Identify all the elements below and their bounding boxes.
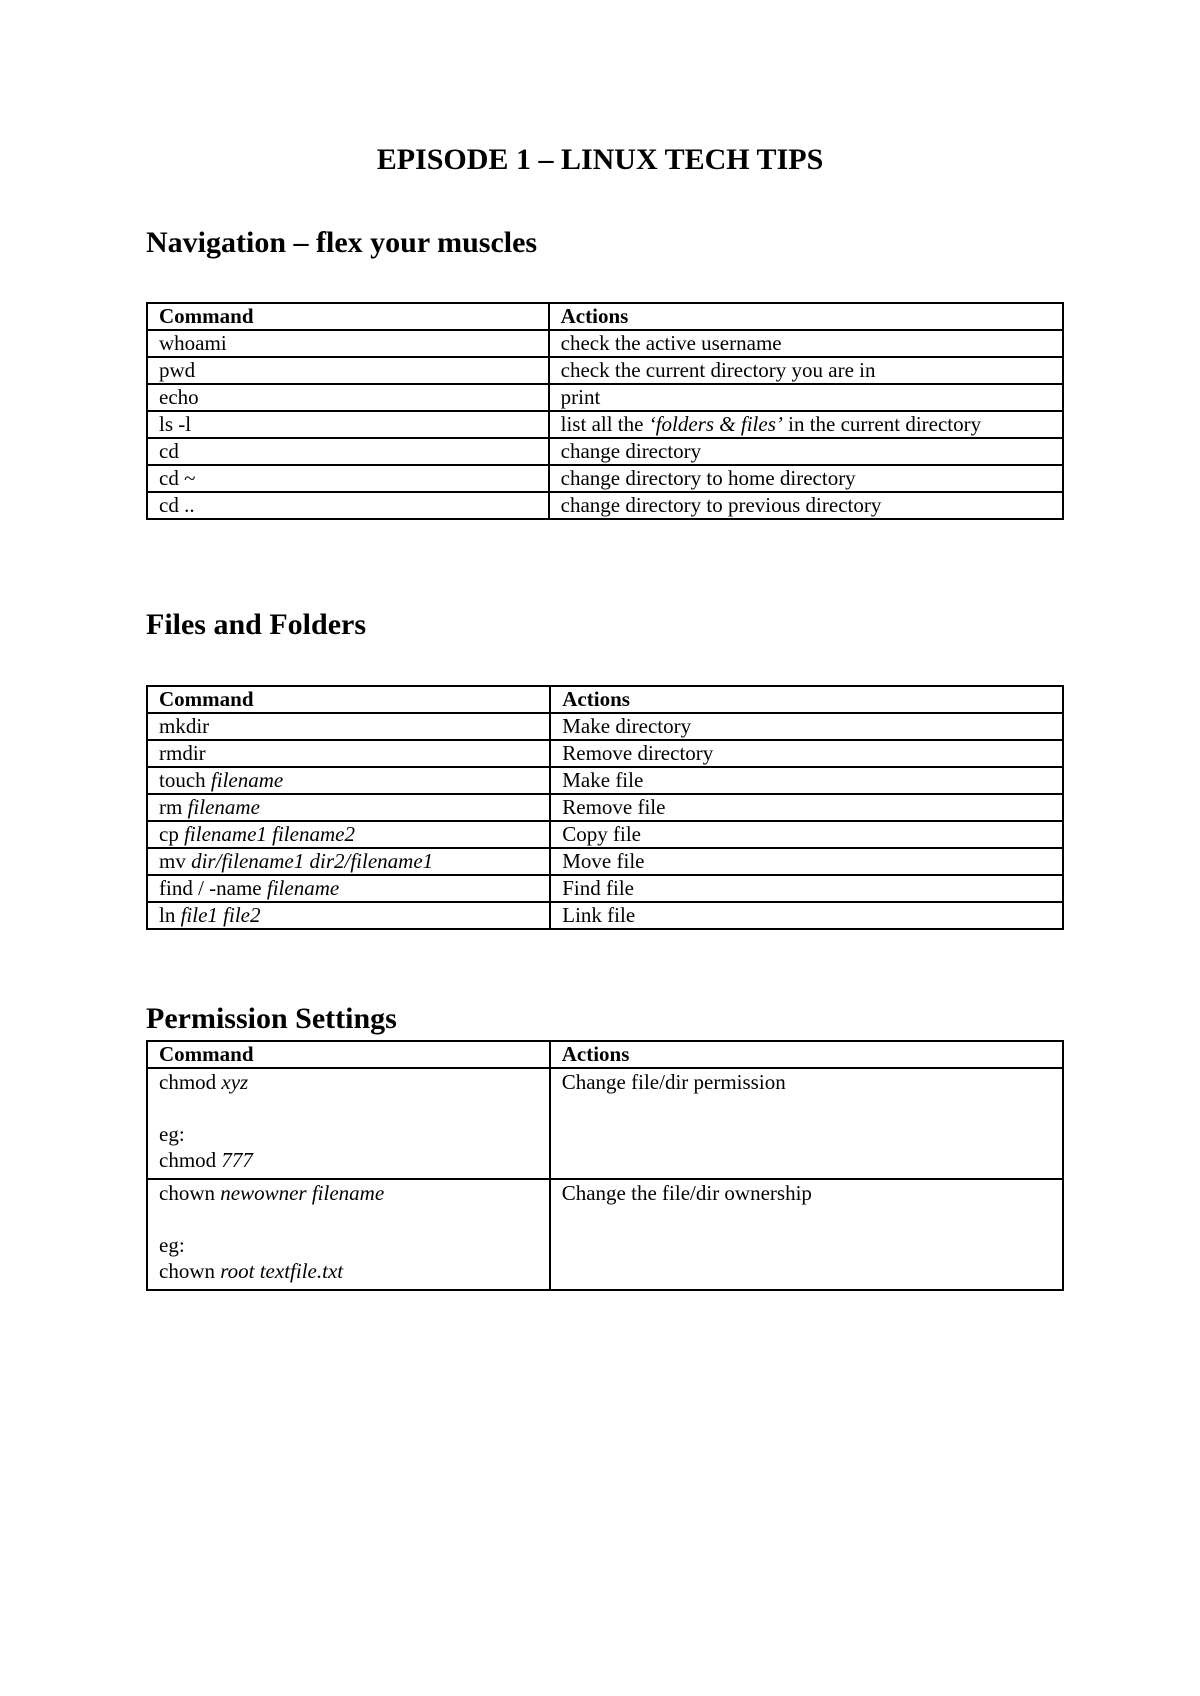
command-cell: whoami — [147, 330, 549, 357]
navigation-table — [146, 302, 1064, 520]
command-column-header: Command — [147, 303, 549, 330]
command-text: find / -name — [159, 876, 267, 900]
command-column-header: Command — [147, 686, 550, 713]
command-argument: newowner filename — [220, 1181, 385, 1205]
command-text: cp — [159, 822, 185, 846]
files-table — [146, 685, 1064, 930]
table-header-row — [147, 686, 1063, 713]
command-column-header: Command — [147, 1041, 550, 1068]
command-cell: cd — [147, 438, 549, 465]
action-cell: change directory — [549, 438, 1063, 465]
action-cell: Make directory — [550, 713, 1063, 740]
example-label: eg: — [159, 1122, 185, 1146]
table-header-row — [147, 1041, 1063, 1068]
table-row — [147, 411, 1063, 438]
action-emphasis: ‘folders & files’ — [648, 412, 783, 436]
command-cell: pwd — [147, 357, 549, 384]
command-text: ln — [159, 903, 181, 927]
table-row — [147, 357, 1063, 384]
permissions-table — [146, 1040, 1064, 1291]
example-argument: 777 — [221, 1148, 253, 1172]
command-cell — [147, 902, 550, 929]
actions-column-header: Actions — [550, 686, 1063, 713]
navigation-heading: Navigation – flex your muscles — [146, 226, 538, 259]
table-row — [147, 902, 1063, 929]
table-row — [147, 492, 1063, 519]
page-title: EPISODE 1 – LINUX TECH TIPS — [376, 143, 824, 176]
table-row — [147, 713, 1063, 740]
table-row — [147, 384, 1063, 411]
action-cell: Move file — [550, 848, 1063, 875]
action-cell: print — [549, 384, 1063, 411]
table-row — [147, 794, 1063, 821]
command-argument: xyz — [221, 1070, 249, 1094]
command-argument: filename — [266, 876, 340, 900]
table-header-row — [147, 303, 1063, 330]
command-argument: dir/filename1 dir2/filename1 — [191, 849, 434, 873]
table-row — [147, 1179, 1063, 1290]
command-cell — [147, 848, 550, 875]
table-row — [147, 740, 1063, 767]
files-heading: Files and Folders — [146, 608, 367, 641]
command-argument: filename — [187, 795, 260, 819]
command-text: rm — [159, 795, 188, 819]
action-cell: Change file/dir permission — [550, 1068, 1063, 1179]
action-cell: Remove file — [550, 794, 1063, 821]
actions-column-header: Actions — [549, 303, 1063, 330]
command-cell: mkdir — [147, 713, 550, 740]
command-argument: filename1 filename2 — [184, 822, 355, 846]
example-command: chown — [159, 1259, 221, 1283]
action-cell: Change the file/dir ownership — [550, 1179, 1063, 1290]
command-cell — [147, 767, 550, 794]
table-row — [147, 438, 1063, 465]
action-text: list all the — [560, 412, 649, 436]
command-cell: cd .. — [147, 492, 549, 519]
table-row — [147, 767, 1063, 794]
action-cell: change directory to home directory — [549, 465, 1063, 492]
action-cell: change directory to previous directory — [549, 492, 1063, 519]
command-argument: file1 file2 — [180, 903, 261, 927]
command-cell — [147, 821, 550, 848]
table-row — [147, 330, 1063, 357]
action-cell: Link file — [550, 902, 1063, 929]
command-text: mv — [159, 849, 192, 873]
action-cell: check the active username — [549, 330, 1063, 357]
action-cell — [549, 411, 1063, 438]
command-cell — [147, 1068, 550, 1179]
action-text: in the current directory — [782, 412, 982, 436]
action-cell: Find file — [550, 875, 1063, 902]
command-cell: echo — [147, 384, 549, 411]
command-cell — [147, 1179, 550, 1290]
actions-column-header: Actions — [550, 1041, 1063, 1068]
command-cell: cd ~ — [147, 465, 549, 492]
action-cell: check the current directory you are in — [549, 357, 1063, 384]
command-text: chmod — [159, 1070, 222, 1094]
example-label: eg: — [159, 1233, 185, 1257]
table-row — [147, 1068, 1063, 1179]
permissions-heading: Permission Settings — [146, 1002, 397, 1035]
command-cell: rmdir — [147, 740, 550, 767]
command-argument: filename — [210, 768, 284, 792]
table-row — [147, 848, 1063, 875]
command-text: touch — [159, 768, 211, 792]
table-row — [147, 465, 1063, 492]
example-argument: root textfile.txt — [220, 1259, 344, 1283]
command-text: chown — [159, 1181, 221, 1205]
example-command: chmod — [159, 1148, 222, 1172]
table-row — [147, 875, 1063, 902]
command-cell: ls -l — [147, 411, 549, 438]
action-cell: Make file — [550, 767, 1063, 794]
action-cell: Remove directory — [550, 740, 1063, 767]
command-cell — [147, 875, 550, 902]
command-cell — [147, 794, 550, 821]
table-row — [147, 821, 1063, 848]
action-cell: Copy file — [550, 821, 1063, 848]
